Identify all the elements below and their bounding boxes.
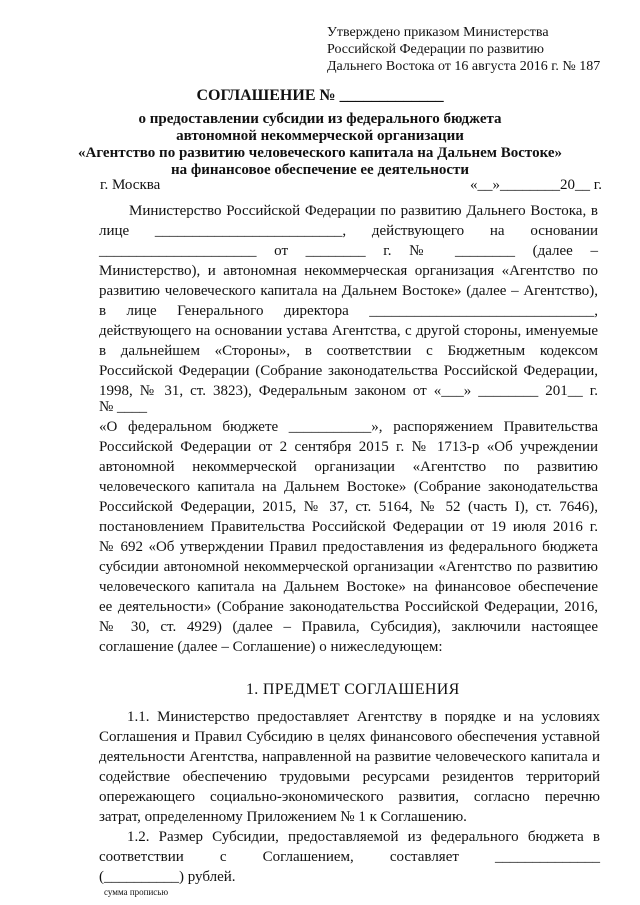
preamble-line: постановлением Правительства Российской Федерации от 19 июля 2016 г. [99, 519, 598, 535]
clause-1-2-line: соответствии с Соглашением, составляет ______________ [99, 849, 600, 865]
section-1-heading: 1. ПРЕДМЕТ СОГЛАШЕНИЯ [246, 681, 460, 698]
preamble-line: Министерство), и автономная некоммерческая организация «Агентство по [99, 263, 598, 279]
preamble-line: № ____ [99, 399, 148, 415]
clause-1-1-line: Соглашения и Правил Субсидию в целях финансового обеспечения уставной [99, 729, 600, 745]
clause-1-1-line: затрат, определенному Приложением № 1 к Соглашению. [99, 809, 467, 825]
preamble-line: развитию человеческого капитала на Дальнем Востоке» (далее – Агентство), [99, 283, 598, 299]
preamble-line: соглашение (далее – Соглашение) о нижеследующем: [99, 639, 443, 655]
preamble-line: в дальнейшем «Стороны», в соответствии с Бюджетным кодексом [99, 343, 598, 359]
date: «__»________20__ г. [470, 177, 602, 193]
clause-1-2-line: 1.2. Размер Субсидии, предоставляемой из федерального бюджета в [127, 829, 600, 845]
preamble-line: ее деятельности» (Собрание законодательства Российской Федерации, 2016, [99, 599, 598, 615]
clause-1-2-line: (__________) рублей. [99, 869, 236, 885]
preamble-line: действующего на основании устава Агентства, с другой стороны, именуемые [99, 323, 598, 339]
preamble-line: № 692 «Об утверждении Правил предоставления из федерального бюджета [99, 539, 598, 555]
preamble-line: Российской Федерации, 2015, № 37, ст. 5164, № 52 (часть I), ст. 7646), [99, 499, 598, 515]
title-subline-1: о предоставлении субсидии из федерального бюджета [138, 111, 502, 127]
preamble-line: автономной некоммерческой организации «Агентство по развитию [99, 459, 598, 475]
title-subline-3: «Агентство по развитию человеческого капитала на Дальнем Востоке» [77, 145, 562, 161]
preamble-line: субсидии автономной некоммерческой организации «Агентство по развитию [99, 559, 598, 575]
clause-1-1-line: опережающего социально-экономического развития, согласно перечню [99, 789, 600, 805]
preamble-line: № 30, ст. 4929) (далее – Правила, Субсидия), заключили настоящее [99, 619, 598, 635]
preamble-line: лице _________________________, действующего на основании [99, 223, 598, 239]
preamble-line: в лице Генерального директора ______________________________, [99, 303, 598, 319]
preamble-line: человеческого капитала на Дальнем Востоке» (Собрание законодательства [99, 479, 598, 495]
preamble-line: _____________________ от ________ г. № ________ (далее – [99, 243, 598, 259]
title-subline-2: автономной некоммерческой организации [176, 128, 464, 144]
title-subline-4: на финансовое обеспечение ее деятельности [170, 162, 470, 178]
preamble-line: «О федеральном бюджете ___________», распоряжением Правительства [99, 419, 598, 435]
preamble-line: Российской Федерации от 2 сентября 2015 г. № 1713-р «Об учреждении [99, 439, 598, 455]
approval-line-3: Дальнего Востока от 16 августа 2016 г. № 187 [327, 59, 601, 74]
preamble-line: Министерство Российской Федерации по развитию Дальнего Востока, в [129, 203, 598, 219]
place: г. Москва [100, 177, 161, 193]
document-title: СОГЛАШЕНИЕ № _____________ [196, 87, 444, 104]
approval-line-1: Утверждено приказом Министерства [327, 25, 549, 40]
clause-1-1-line: 1.1. Министерство предоставляет Агентству в порядке и на условиях [127, 709, 600, 725]
preamble-line: человеческого капитала на Дальнем Востоке» на финансовое обеспечение [99, 579, 598, 595]
clause-1-1-line: содействие обеспечению трудовыми ресурсами резидентов территорий [99, 769, 600, 785]
clause-1-1-line: деятельности Агентства, направленной на развитие человеческого капитала и [99, 749, 600, 765]
amount-in-words-caption: сумма прописью [104, 887, 169, 897]
preamble-line: 1998, № 31, ст. 3823), Федеральным законом от «___» ________ 201__ г. [99, 383, 598, 399]
preamble-line: Российской Федерации (Собрание законодательства Российской Федерации, [99, 363, 598, 379]
approval-line-2: Российской Федерации по развитию [327, 42, 545, 57]
